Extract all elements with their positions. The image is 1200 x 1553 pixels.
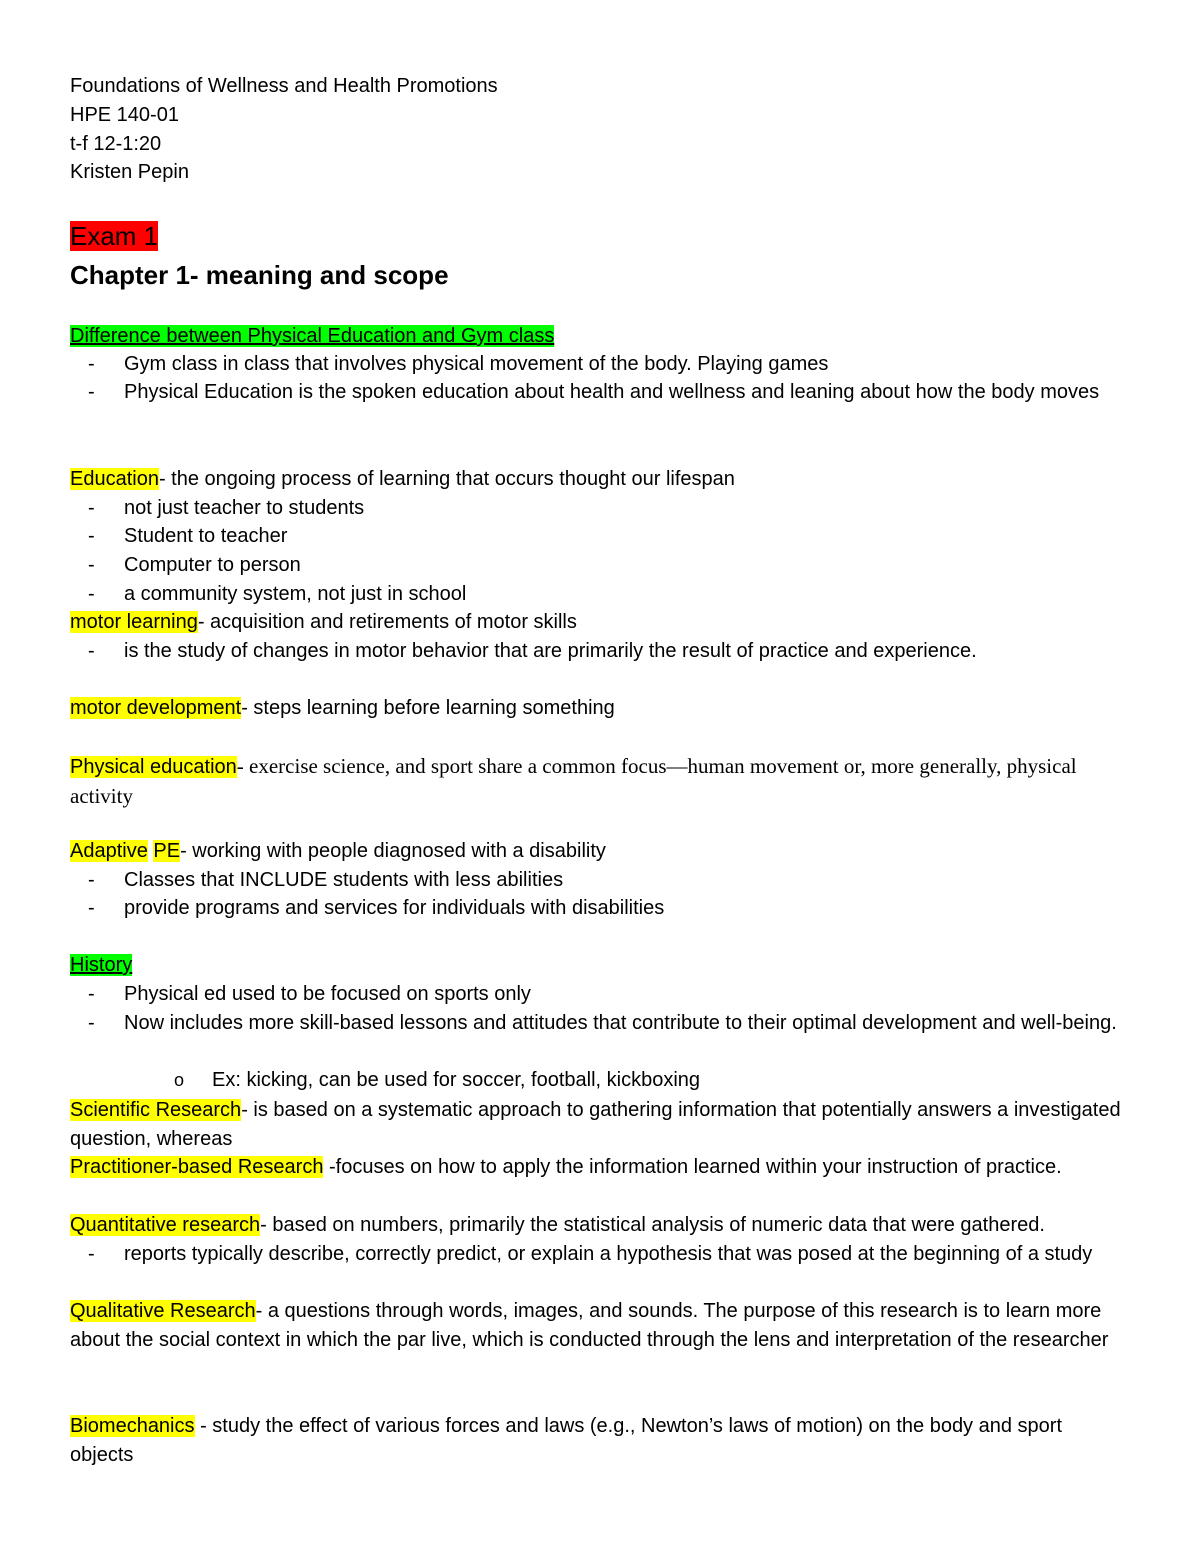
- definition-text: - is based on a systematic approach to gathering information that potentially answers a investigated question, whereas: [70, 1099, 1121, 1150]
- list-item: Classes that INCLUDE students with less abilities: [124, 869, 564, 891]
- bullet-glyph: -: [88, 554, 95, 576]
- exam-label: [70, 219, 158, 253]
- definition-text: - exercise science, and sport share a common focus—human movement or, more generally, physical activity: [70, 754, 1077, 808]
- definition-text: - acquisition and retirements of motor skills: [197, 611, 577, 633]
- history-heading-text: History: [70, 954, 133, 976]
- qualitative-research-definition: [70, 1297, 1130, 1355]
- bullet-glyph: -: [88, 353, 95, 375]
- course-title: Foundations of Wellness and Health Promotions: [70, 75, 498, 97]
- adaptive-pe-definition: [70, 837, 606, 865]
- bullet-glyph: -: [88, 583, 95, 605]
- sub-list-item: Ex: kicking, can be used for soccer, football, kickboxing: [212, 1069, 701, 1091]
- term-practitioner-research: Practitioner-based Research: [70, 1156, 324, 1178]
- term-qualitative-research: Qualitative Research: [70, 1300, 256, 1322]
- list-item: Gym class in class that involves physical movement of the body. Playing games: [124, 353, 829, 375]
- term-quantitative-research: Quantitative research: [70, 1214, 261, 1236]
- bullet-glyph: -: [88, 497, 95, 519]
- education-definition: [70, 465, 735, 493]
- definition-text: - study the effect of various forces and laws (e.g., Newton’s laws of motion) on the body and sport objects: [70, 1415, 1063, 1466]
- list-item: not just teacher to students: [124, 497, 365, 519]
- list-item: reports typically describe, correctly predict, or explain a hypothesis that was posed at the beginning of a study: [124, 1243, 1093, 1265]
- list-item: is the study of changes in motor behavior that are primarily the result of practice and experience.: [124, 640, 977, 662]
- definition-text: - based on numbers, primarily the statistical analysis of numeric data that were gathered.: [260, 1214, 1045, 1236]
- scientific-research-definition: [70, 1096, 1130, 1154]
- bullet-glyph: -: [88, 381, 95, 403]
- difference-heading: [70, 322, 554, 350]
- practitioner-research-definition: [70, 1153, 1130, 1182]
- bullet-glyph: -: [88, 869, 95, 891]
- term-physical-education: Physical education: [70, 756, 237, 778]
- quantitative-research-definition: [70, 1211, 1130, 1240]
- course-code: HPE 140-01: [70, 104, 179, 126]
- bullet-glyph: -: [88, 1243, 95, 1265]
- list-item: a community system, not just in school: [124, 583, 467, 605]
- term-adaptive: Adaptive: [70, 840, 148, 862]
- course-schedule: t-f 12-1:20: [70, 133, 162, 155]
- motor-development-definition: [70, 694, 615, 722]
- list-item: Physical ed used to be focused on sports only: [124, 983, 531, 1005]
- bullet-glyph: -: [88, 640, 95, 662]
- biomechanics-definition: [70, 1412, 1130, 1470]
- definition-text: - the ongoing process of learning that occurs thought our lifespan: [158, 468, 735, 490]
- exam-label-text: Exam 1: [70, 221, 159, 251]
- list-item: Physical Education is the spoken education about health and wellness and leaning about how the body moves: [124, 381, 1100, 403]
- term-pe: PE: [153, 840, 181, 862]
- definition-text: -focuses on how to apply the information learned within your instruction of practice.: [323, 1156, 1062, 1178]
- term-motor-learning: motor learning: [70, 611, 198, 633]
- list-item: Now includes more skill-based lessons and attitudes that contribute to their optimal development and well-being.: [124, 1012, 1117, 1034]
- definition-text: - a questions through words, images, and sounds. The purpose of this research is to learn more about the social context in which the par live, which is conducted through the lens and interpretation of the researcher: [70, 1300, 1109, 1351]
- definition-text: - working with people diagnosed with a disability: [180, 840, 606, 862]
- term-scientific-research: Scientific Research: [70, 1099, 242, 1121]
- instructor-name: Kristen Pepin: [70, 161, 189, 183]
- bullet-glyph: -: [88, 897, 95, 919]
- term-education: Education: [70, 468, 159, 490]
- term-motor-development: motor development: [70, 697, 242, 719]
- list-item: provide programs and services for individuals with disabilities: [124, 897, 665, 919]
- physical-education-definition: [70, 752, 1130, 812]
- definition-text: - steps learning before learning something: [241, 697, 615, 719]
- difference-heading-text: Difference between Physical Education and Gym class: [70, 325, 555, 347]
- term-biomechanics: Biomechanics: [70, 1415, 195, 1437]
- sub-bullet-glyph: o: [174, 1070, 185, 1090]
- motor-learning-definition: [70, 608, 577, 636]
- list-item: Computer to person: [124, 554, 301, 576]
- history-heading: [70, 951, 132, 979]
- bullet-glyph: -: [88, 983, 95, 1005]
- list-item: Student to teacher: [124, 525, 288, 547]
- bullet-glyph: -: [88, 1012, 95, 1034]
- bullet-glyph: -: [88, 525, 95, 547]
- chapter-title: Chapter 1- meaning and scope: [70, 260, 449, 290]
